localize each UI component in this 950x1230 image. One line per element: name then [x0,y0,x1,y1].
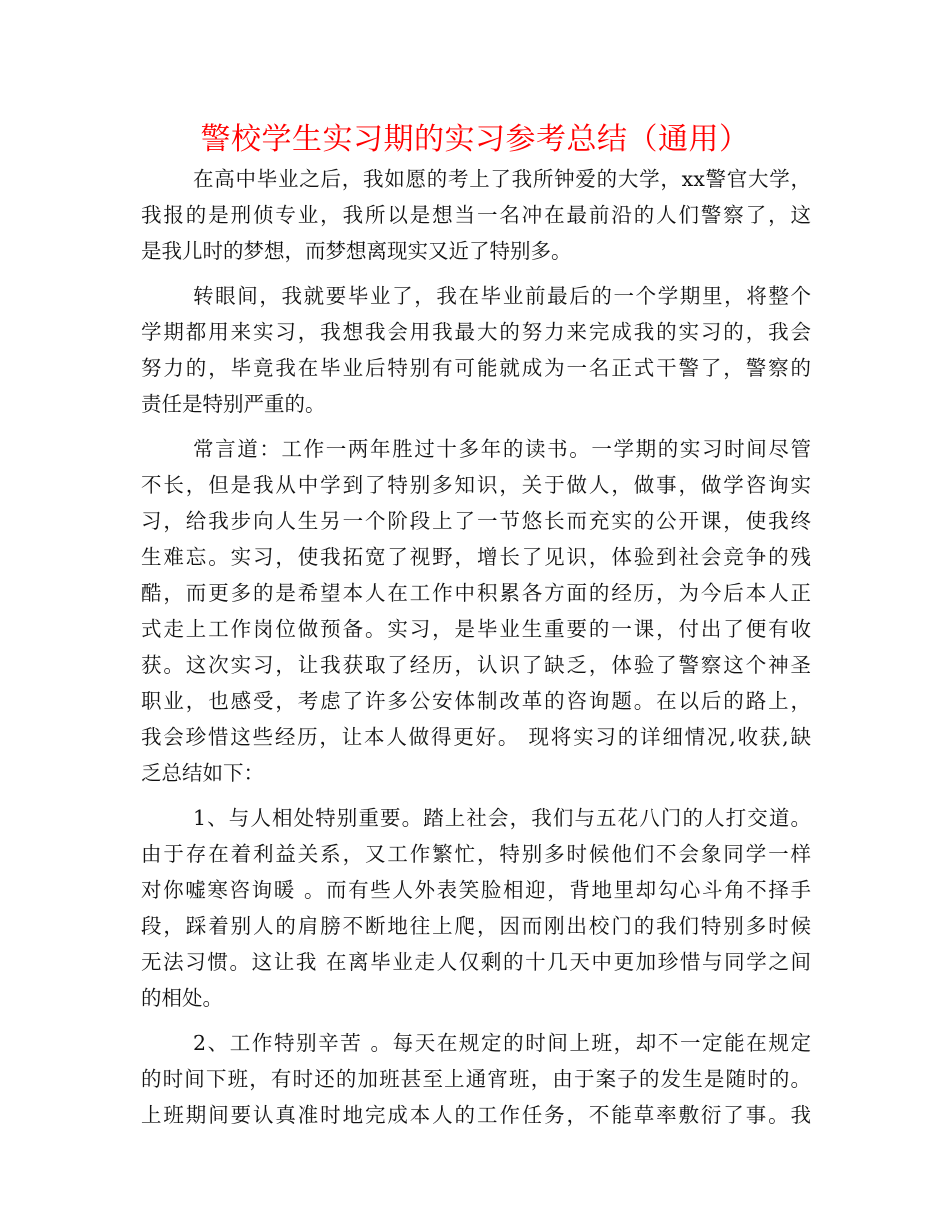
text-line: 习，给我步向人生另一个阶段上了一节悠长而充实的公开课，使我终 [141,509,811,533]
text-line: 是我儿时的梦想，而梦想离现实又近了特别多。 [141,239,572,263]
text-line: 转眼间，我就要毕业了，我在毕业前最后的一个学期里，将整个 [193,284,811,308]
paragraph-2 [141,278,811,422]
text-line: 常言道：工作一两年胜过十多年的读书。一学期的实习时间尽管 [193,437,811,461]
text-line: 学期都用来实习，我想我会用我最大的努力来完成我的实习的，我会 [141,320,811,344]
text-line: 不长，但是我从中学到了特别多知识，关于做人，做事，做学咨询实 [141,473,811,497]
text-line: 获。这次实习，让我获取了经历，认识了缺乏，体验了警察这个神圣 [141,653,811,677]
text-line: 我会珍惜这些经历，让本人做得更好。 现将实习的详细情况,收获,缺 [141,725,811,749]
text-line: 对你嘘寒咨询暖 。而有些人外表笑脸相迎，背地里却勾心斗角不择手 [141,878,811,902]
paragraph-5 [141,1025,811,1133]
text-line: 我报的是刑侦专业，我所以是想当一名冲在最前沿的人们警察了，这 [141,203,811,227]
document-body [141,161,811,1133]
text-line: 责任是特别严重的。 [141,392,326,416]
text-line: 上班期间要认真准时地完成本人的工作任务，不能草率敷衍了事。我 [141,1103,811,1127]
text-line: 无法习惯。这让我 在离毕业走人仅剩的十几天中更加珍惜与同学之间 [141,950,811,974]
text-line: 生难忘。实习，使我拓宽了视野，增长了见识，体验到社会竞争的残 [141,545,811,569]
text-line: 职业，也感受，考虑了许多公安体制改革的咨询题。在以后的路上， [141,689,811,713]
document-title: 警校学生实习期的实习参考总结（通用） [200,122,750,157]
text-line: 由于存在着利益关系，又工作繁忙，特别多时候他们不会象同学一样 [141,842,811,866]
paragraph-4 [141,800,811,1016]
text-line: 的时间下班，有时还的加班甚至上通宵班，由于案子的发生是随时的。 [141,1067,811,1091]
paragraph-1 [141,161,811,269]
text-line: 的相处。 [141,986,223,1010]
text-line: 酷，而更多的是希望本人在工作中积累各方面的经历，为今后本人正 [141,581,811,605]
text-line: 1、与人相处特别重要。踏上社会，我们与五花八门的人打交道。 [193,806,811,830]
paragraph-3 [141,431,811,791]
text-line: 段，踩着别人的肩膀不断地往上爬，因而刚出校门的我们特别多时候 [141,914,811,938]
text-line: 2、工作特别辛苦 。每天在规定的时间上班，却不一定能在规定 [193,1031,811,1055]
text-line: 努力的，毕竟我在毕业后特别有可能就成为一名正式干警了，警察的 [141,356,811,380]
text-line: 乏总结如下： [141,761,264,785]
text-line: 式走上工作岗位做预备。实习，是毕业生重要的一课，付出了便有收 [141,617,811,641]
text-line: 在高中毕业之后，我如愿的考上了我所钟爱的大学，xx警官大学， [193,167,811,191]
